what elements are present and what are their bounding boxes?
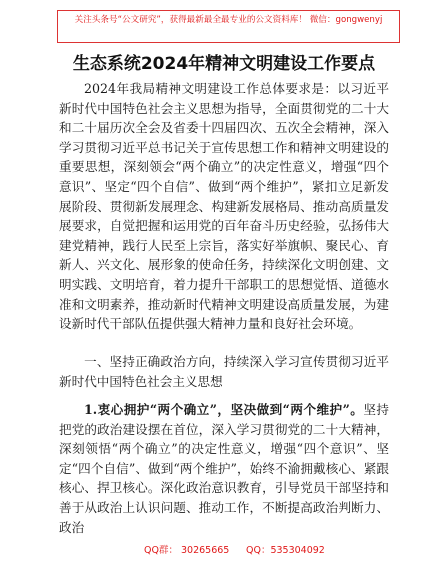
item-paragraph — [59, 400, 389, 537]
section-heading-text: 一、坚持正确政治方向，持续深入学习宣传贯彻习近平新时代中国特色社会主义思想 — [59, 354, 389, 389]
item-lead: 1.衷心拥护“两个确立”，坚决做到“两个维护”。 — [84, 402, 364, 417]
promo-banner — [57, 10, 400, 43]
promo-banner-text: 关注头条号“公文研究”，获得最新最全最专业的公文资料库！ 微信：gongwenyj — [74, 15, 383, 25]
page-title: 生态系统2024年精神文明建设工作要点 — [72, 54, 376, 74]
intro-paragraph — [59, 79, 389, 334]
intro-paragraph-text: 2024年我局精神文明建设工作总体要求是：以习近平新时代中国特色社会主义思想为指导，全面贯彻党的二十大和二十届历次全会及省委十四届四次、五次全会精神，深入学习贯彻习近平总书记关于宣传思想工作和精神文明建设的重要思想，深刻领会“两个确立”的决定性意义，增强“四个意识”、坚定“四个自信”、做到“两个维护”，紧扣立足新发展阶段、贯彻新发展理念、构建新发展格局、推动高质量发展要求，自觉把握和运用党的百年奋斗历史经验，弘扬伟大建党精神，践行人民至上宗旨，落实好举旗帜、聚民心、育新人、兴文化、展形象的使命任务，持续深化文明创建、文明实践、文明培育，着力提升干部职工的思想觉悟、道德水准和文明素养，推动新时代精神文明建设高质量发展，为建设新时代干部队伍提供强大精神力量和良好社会环境。 — [59, 81, 389, 332]
qq-number-label: QQ：535304092 — [246, 545, 325, 556]
item-text: 坚持把党的政治建设摆在首位，深入学习贯彻党的二十大精神，深刻领悟“两个确立”的决定性意义，增强“四个意识”、坚定“四个自信”、做到“两个维护”，始终不渝拥戴核心、紧跟核心、捍卫核心。深化政治意识教育，引导党员干部坚持和善于从政治上认识问题、推动工作，不断提高政治判断力、政治 — [59, 402, 390, 535]
section-heading — [59, 352, 389, 391]
contact-footer — [0, 543, 448, 559]
qq-group-label: QQ群： 30265665 — [144, 545, 230, 556]
